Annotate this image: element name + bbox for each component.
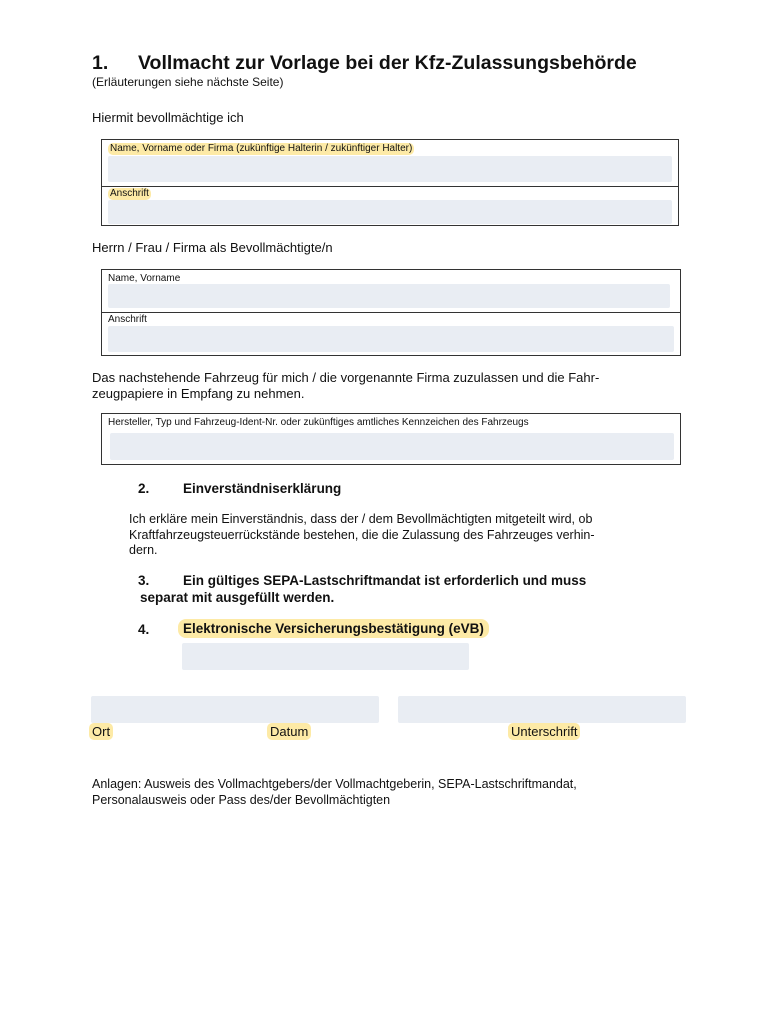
attachments-line-2: Personalausweis oder Pass des/der Bevollmächtigten (92, 792, 391, 807)
section-2-line-3: dern. (129, 543, 158, 557)
signature-label: Unterschrift (508, 723, 580, 740)
agent-address-field[interactable] (108, 326, 674, 352)
holder-name-label: Name, Vorname oder Firma (zukünftige Halterin / zukünftiger Halter) (110, 143, 413, 154)
holder-address-label: Anschrift (110, 188, 149, 199)
section-3-line-1: Ein gültiges SEPA-Lastschriftmandat ist erforderlich und muss (183, 573, 587, 588)
intro-text: Hiermit bevollmächtige ich (92, 110, 244, 125)
section-2-title: Einverständniserklärung (183, 481, 342, 496)
date-label: Datum (267, 723, 311, 740)
subtitle-explanation: (Erläuterungen siehe nächste Seite) (92, 75, 284, 89)
holder-address-field[interactable] (108, 200, 672, 224)
section-2-line-1: Ich erkläre mein Einverständnis, dass der / dem Bevollmächtigten mitgeteilt wird, ob (129, 512, 593, 526)
agent-address-row (102, 312, 680, 357)
page-title (92, 52, 637, 75)
section-2-line-2: Kraftfahrzeugsteuerrückstände bestehen, die die Zulassung des Fahrzeuges verhin- (129, 527, 595, 542)
vehicle-label: Hersteller, Typ und Fahrzeug-Ident-Nr. oder zukünftiges amtliches Kennzeichen des Fahrzeugs (108, 417, 529, 428)
section-1-title: Vollmacht zur Vorlage bei der Kfz-Zulassungsbehörde (138, 52, 637, 74)
place-label: Ort (89, 723, 113, 740)
agent-box (101, 269, 681, 356)
vehicle-text (92, 370, 599, 402)
vehicle-text-line-1: Das nachstehende Fahrzeug für mich / die vorgenannte Firma zuzulassen und die Fahr- (92, 370, 600, 385)
agent-name-label: Name, Vorname (108, 273, 181, 284)
holder-name-field[interactable] (108, 156, 672, 182)
attachments-text (92, 777, 577, 808)
section-4-title: Elektronische Versicherungsbestätigung (eVB) (178, 619, 489, 638)
place-date-field[interactable] (91, 696, 379, 723)
section-2-text (129, 512, 595, 559)
vehicle-field[interactable] (110, 433, 674, 460)
vehicle-text-line-2: zeugpapiere in Empfang zu nehmen. (92, 386, 305, 401)
agent-name-field[interactable] (108, 284, 670, 308)
section-3-number: 3. (138, 573, 150, 588)
agent-address-label: Anschrift (108, 314, 147, 325)
evb-field[interactable] (182, 643, 469, 670)
section-3-line-2: separat mit ausgefüllt werden. (140, 590, 335, 605)
section-1-number: 1. (92, 52, 109, 74)
holder-name-row (102, 140, 678, 186)
agent-name-row (102, 270, 680, 312)
section-4-number: 4. (138, 622, 150, 637)
signature-field[interactable] (398, 696, 686, 723)
agent-intro-text: Herrn / Frau / Firma als Bevollmächtigte/n (92, 240, 333, 255)
attachments-line-1: Anlagen: Ausweis des Vollmachtgebers/der Vollmachtgeberin, SEPA-Lastschriftmandat, (92, 777, 577, 791)
section-2-number: 2. (138, 481, 150, 496)
holder-box (101, 139, 679, 226)
vehicle-box (101, 413, 681, 465)
holder-address-row (102, 186, 678, 227)
